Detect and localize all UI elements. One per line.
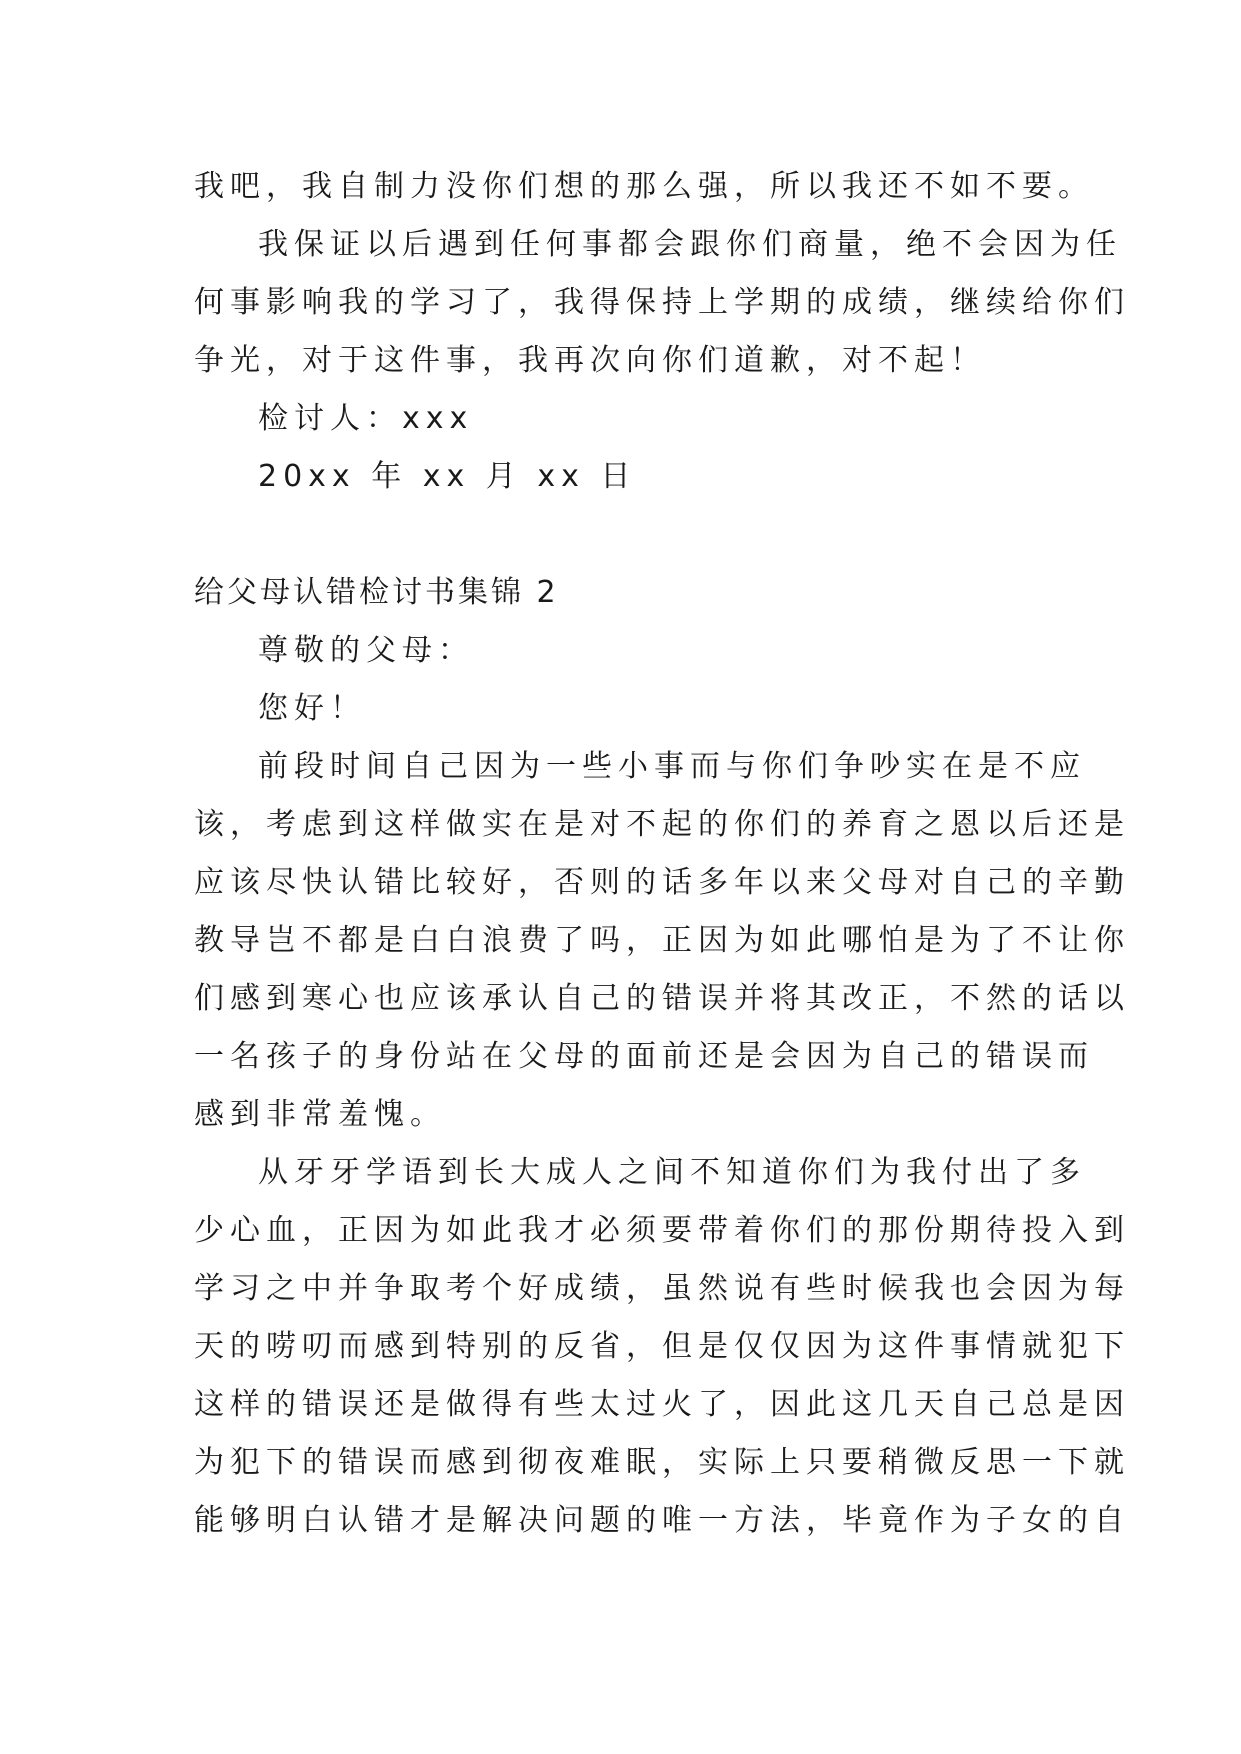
text-line: 学习之中并争取考个好成绩，虽然说有些时候我也会因为每: [194, 1271, 1130, 1306]
text-line: 感到非常羞愧。: [194, 1097, 446, 1132]
section-title: 给父母认错检讨书集锦 2: [194, 575, 559, 610]
text-line: 们感到寒心也应该承认自己的错误并将其改正，不然的话以: [194, 981, 1130, 1016]
text-line: 我吧，我自制力没你们想的那么强，所以我还不如不要。: [194, 169, 1094, 204]
text-line: 何事影响我的学习了，我得保持上学期的成绩，继续给你们: [194, 285, 1130, 320]
text-line: 少心血，正因为如此我才必须要带着你们的那份期待投入到: [194, 1213, 1130, 1248]
text-line: 天的唠叨而感到特别的反省，但是仅仅因为这件事情就犯下: [194, 1329, 1130, 1364]
text-line: 我保证以后遇到任何事都会跟你们商量，绝不会因为任: [258, 227, 1122, 262]
text-line: 这样的错误还是做得有些太过火了，因此这几天自己总是因: [194, 1387, 1130, 1422]
greeting: 您好！: [258, 691, 366, 726]
signature-line: 检讨人：xxx: [258, 401, 474, 436]
text-line: 前段时间自己因为一些小事而与你们争吵实在是不应: [258, 749, 1086, 784]
paragraph-1: [194, 738, 1130, 1144]
text-line: 为犯下的错误而感到彻夜难眠，实际上只要稍微反思一下就: [194, 1445, 1130, 1480]
text-line: 教导岂不都是白白浪费了吗，正因为如此哪怕是为了不让你: [194, 923, 1130, 958]
text-line: 一名孩子的身份站在父母的面前还是会因为自己的错误而: [194, 1039, 1094, 1074]
text-line: 从牙牙学语到长大成人之间不知道你们为我付出了多: [258, 1155, 1086, 1190]
date-line: 20xx 年 xx 月 xx 日: [258, 459, 637, 494]
letter-section-2: [194, 564, 1130, 1550]
previous-letter-ending: [194, 158, 1130, 506]
text-line: 该，考虑到这样做实在是对不起的你们的养育之恩以后还是: [194, 807, 1130, 842]
document-body: [194, 158, 1130, 1550]
section-spacer: [194, 506, 1056, 564]
salutation: 尊敬的父母：: [258, 633, 474, 668]
text-line: 能够明白认错才是解决问题的唯一方法，毕竟作为子女的自: [194, 1503, 1130, 1538]
paragraph-2: [194, 1144, 1130, 1550]
text-line: 争光，对于这件事，我再次向你们道歉，对不起！: [194, 343, 986, 378]
text-line: 应该尽快认错比较好，否则的话多年以来父母对自己的辛勤: [194, 865, 1130, 900]
